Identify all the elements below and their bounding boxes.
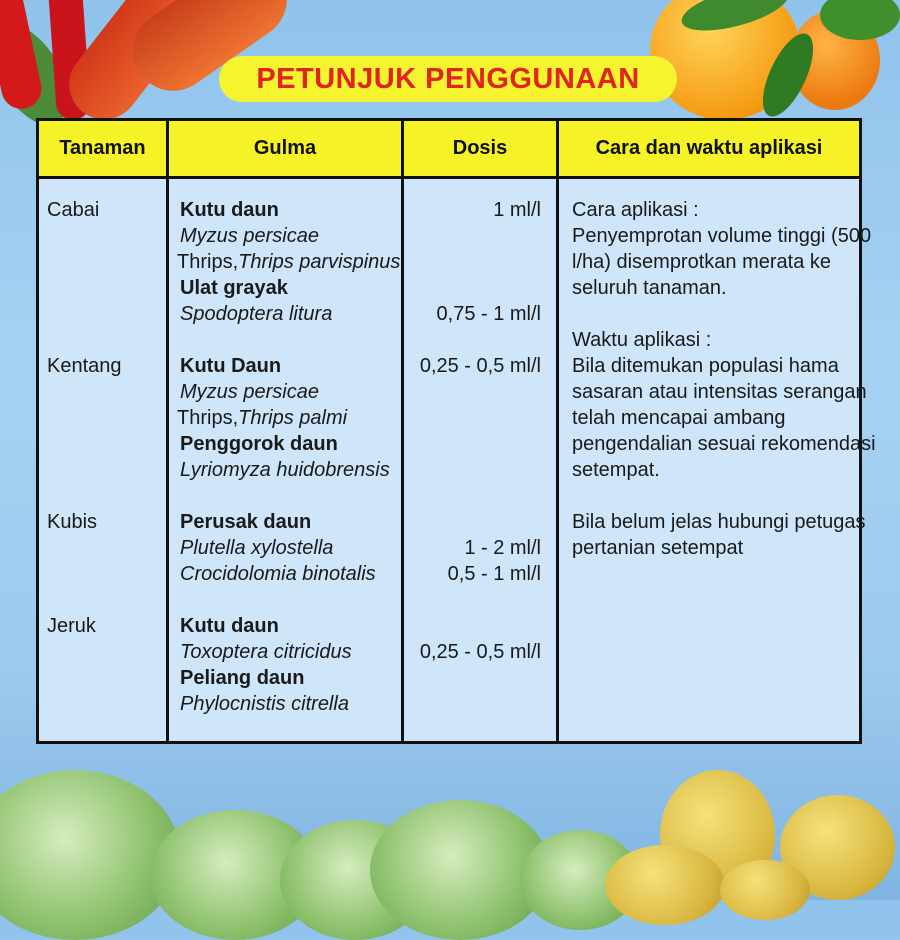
pest-list-kubis: [180, 509, 376, 587]
instruction-line: pengendalian sesuai rekomendasi: [572, 433, 876, 455]
potato-image: [605, 845, 725, 925]
instruction-line: Waktu aplikasi :: [572, 329, 712, 351]
dose-value: 1 - 2 ml/l: [464, 537, 541, 559]
pest-species: Thrips parvispinus: [238, 251, 401, 273]
pest-species: Phylocnistis citrella: [180, 693, 349, 715]
pest-list-cabai: [177, 197, 401, 327]
usage-table: [36, 118, 876, 744]
instruction-line: sasaran atau intensitas serangan: [572, 381, 867, 403]
pest-species: Toxoptera citricidus: [180, 641, 352, 663]
instruction-line: telah mencapai ambang: [572, 407, 786, 429]
instruction-line: Bila belum jelas hubungi petugas: [572, 511, 866, 533]
column-divider: [556, 121, 559, 741]
crop-name: Kentang: [47, 355, 122, 377]
column-divider: [166, 121, 169, 741]
pest-name: Kutu daun: [180, 615, 279, 637]
pest-species: Myzus persicae: [180, 381, 319, 403]
crop-name: Cabai: [47, 199, 100, 221]
instruction-line: seluruh tanaman.: [572, 277, 727, 299]
dose-value: 1 ml/l: [493, 199, 541, 221]
pest-species: Lyriomyza huidobrensis: [180, 459, 390, 481]
pest-list-jeruk: [180, 613, 352, 717]
pest-name: Kutu Daun: [180, 355, 282, 377]
pest-name: Ulat grayak: [180, 277, 288, 299]
pest-species: Myzus persicae: [180, 225, 319, 247]
pest-species: Crocidolomia binotalis: [180, 563, 376, 585]
instruction-line: Penyemprotan volume tinggi (500: [572, 225, 872, 247]
application-instructions: [572, 197, 876, 561]
crop-name: Kubis: [47, 511, 98, 533]
pest-species: [177, 249, 400, 275]
header-dosis: Dosis: [452, 137, 508, 159]
pest-species: Spodoptera litura: [180, 303, 333, 325]
dose-value: 0,5 - 1 ml/l: [447, 563, 541, 585]
instruction-line: Cara aplikasi :: [572, 199, 699, 221]
pest-name: Peliang daun: [180, 667, 305, 689]
pest-list-kentang: [177, 353, 390, 483]
pest-name: Perusak daun: [180, 511, 312, 533]
page-title: PETUNJUK PENGGUNAAN: [219, 56, 677, 102]
pest-name: Penggorok daun: [180, 433, 338, 455]
pest-species: [177, 405, 390, 431]
instruction-line: pertanian setempat: [572, 537, 744, 559]
potato-image: [720, 860, 810, 920]
header-gulma: Gulma: [253, 137, 317, 159]
dose-value: 0,75 - 1 ml/l: [436, 303, 541, 325]
instruction-spacer: [572, 301, 876, 327]
instruction-line: setempat.: [572, 459, 660, 481]
instruction-line: Bila ditemukan populasi hama: [572, 355, 839, 377]
pest-name: Thrips,: [177, 251, 239, 273]
crop-name: Jeruk: [47, 615, 96, 637]
pest-species: Plutella xylostella: [180, 537, 334, 559]
pest-species: Thrips palmi: [238, 407, 348, 429]
header-tanaman: Tanaman: [59, 137, 146, 159]
table-header: [39, 121, 859, 179]
instruction-line: l/ha) disemprotkan merata ke: [572, 251, 832, 273]
column-divider: [401, 121, 404, 741]
pest-name: Thrips,: [177, 407, 239, 429]
instruction-spacer: [572, 483, 876, 509]
pest-name: Kutu daun: [180, 199, 279, 221]
dose-value: 0,25 - 0,5 ml/l: [419, 355, 541, 377]
header-cara: Cara dan waktu aplikasi: [595, 137, 823, 159]
dose-value: 0,25 - 0,5 ml/l: [419, 641, 541, 663]
